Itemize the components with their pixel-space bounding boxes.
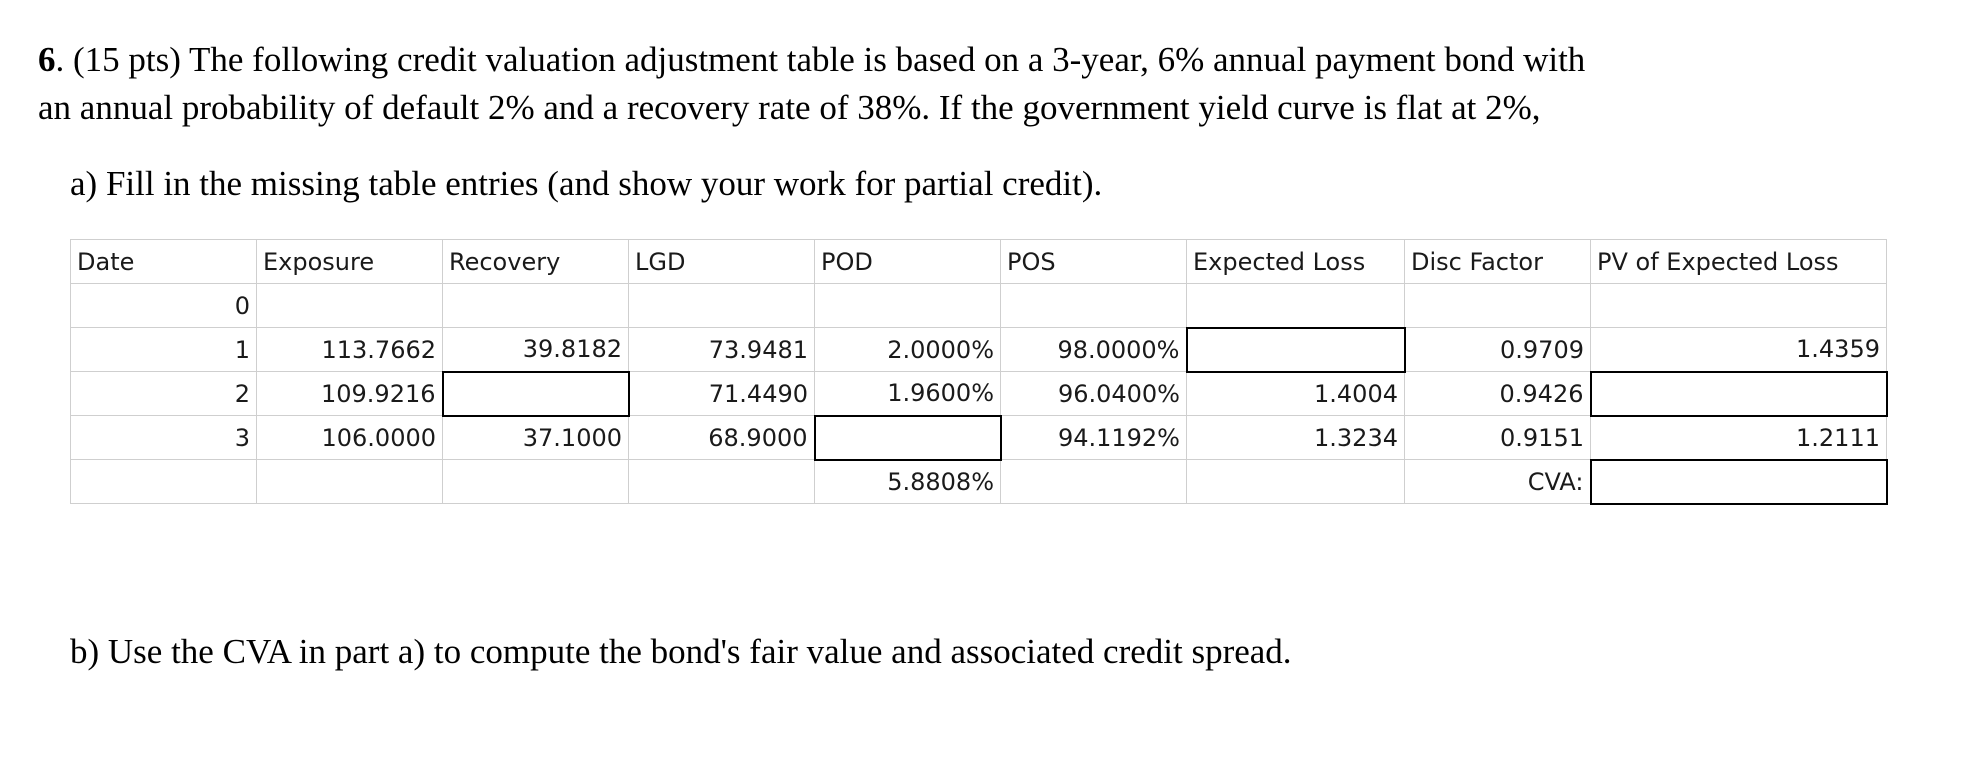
cell-disc-factor: 0.9709 xyxy=(1405,328,1591,372)
blank-cva-value[interactable] xyxy=(1591,460,1887,504)
header-recovery: Recovery xyxy=(443,240,629,284)
header-exposure: Exposure xyxy=(257,240,443,284)
blank-recovery-date-2[interactable] xyxy=(443,372,629,416)
cell-empty xyxy=(1187,460,1405,504)
part-b-instruction: b) Use the CVA in part a) to compute the bond's fair value and associated credit spread. xyxy=(70,632,1292,671)
problem-text-line-1: . (15 pts) The following credit valuation adjustment table is based on a 3-year, 6% annual payment bond with xyxy=(55,40,1586,79)
cell-empty xyxy=(71,460,257,504)
cell-date: 2 xyxy=(71,372,257,416)
cell-lgd: 73.9481 xyxy=(629,328,815,372)
blank-expected-loss-date-1[interactable] xyxy=(1187,328,1405,372)
problem-line-1 xyxy=(38,36,1938,84)
header-pod: POD xyxy=(815,240,1001,284)
blank-pv-expected-loss-date-2[interactable] xyxy=(1591,372,1887,416)
cell-disc-factor xyxy=(1405,284,1591,328)
cell-pod: 1.9600% xyxy=(815,372,1001,416)
cell-pv-expected-loss xyxy=(1591,284,1887,328)
cell-lgd: 68.9000 xyxy=(629,416,815,460)
cell-pod: 2.0000% xyxy=(815,328,1001,372)
cell-recovery: 39.8182 xyxy=(443,328,629,372)
problem-statement xyxy=(38,36,1938,132)
cell-pv-expected-loss: 1.2111 xyxy=(1591,416,1887,460)
problem-number: 6 xyxy=(38,40,56,79)
cell-pos xyxy=(1001,284,1187,328)
cva-table xyxy=(70,239,1888,505)
cell-pv-expected-loss: 1.4359 xyxy=(1591,328,1887,372)
header-pos: POS xyxy=(1001,240,1187,284)
part-a-instruction: a) Fill in the missing table entries (and show your work for partial credit). xyxy=(70,164,1103,203)
cell-lgd: 71.4490 xyxy=(629,372,815,416)
cell-date: 1 xyxy=(71,328,257,372)
cell-pos: 94.1192% xyxy=(1001,416,1187,460)
table-total-row xyxy=(71,460,1887,504)
pod-total: 5.8808% xyxy=(815,460,1001,504)
cell-empty xyxy=(629,460,815,504)
problem-text-line-2: an annual probability of default 2% and a recovery rate of 38%. If the government yield curve is flat at 2%, xyxy=(38,88,1541,127)
cell-empty xyxy=(1001,460,1187,504)
cell-recovery: 37.1000 xyxy=(443,416,629,460)
cell-lgd xyxy=(629,284,815,328)
cell-recovery xyxy=(443,284,629,328)
header-expected-loss: Expected Loss xyxy=(1187,240,1405,284)
cell-pos: 96.0400% xyxy=(1001,372,1187,416)
cell-pos: 98.0000% xyxy=(1001,328,1187,372)
cva-label: CVA: xyxy=(1405,460,1591,504)
cell-date: 0 xyxy=(71,284,257,328)
header-lgd: LGD xyxy=(629,240,815,284)
table-header-row xyxy=(71,240,1887,284)
blank-pod-date-3[interactable] xyxy=(815,416,1001,460)
cell-disc-factor: 0.9151 xyxy=(1405,416,1591,460)
header-date: Date xyxy=(71,240,257,284)
cell-exposure: 109.9216 xyxy=(257,372,443,416)
table-row xyxy=(71,372,1887,416)
cell-empty xyxy=(443,460,629,504)
table-row xyxy=(71,328,1887,372)
cell-pod xyxy=(815,284,1001,328)
cell-date: 3 xyxy=(71,416,257,460)
header-pv-expected-loss: PV of Expected Loss xyxy=(1591,240,1887,284)
header-disc-factor: Disc Factor xyxy=(1405,240,1591,284)
cell-expected-loss xyxy=(1187,284,1405,328)
cell-exposure: 113.7662 xyxy=(257,328,443,372)
cell-expected-loss: 1.3234 xyxy=(1187,416,1405,460)
cell-expected-loss: 1.4004 xyxy=(1187,372,1405,416)
table-row xyxy=(71,284,1887,328)
cell-empty xyxy=(257,460,443,504)
table-row xyxy=(71,416,1887,460)
cell-exposure: 106.0000 xyxy=(257,416,443,460)
cell-exposure xyxy=(257,284,443,328)
cell-disc-factor: 0.9426 xyxy=(1405,372,1591,416)
